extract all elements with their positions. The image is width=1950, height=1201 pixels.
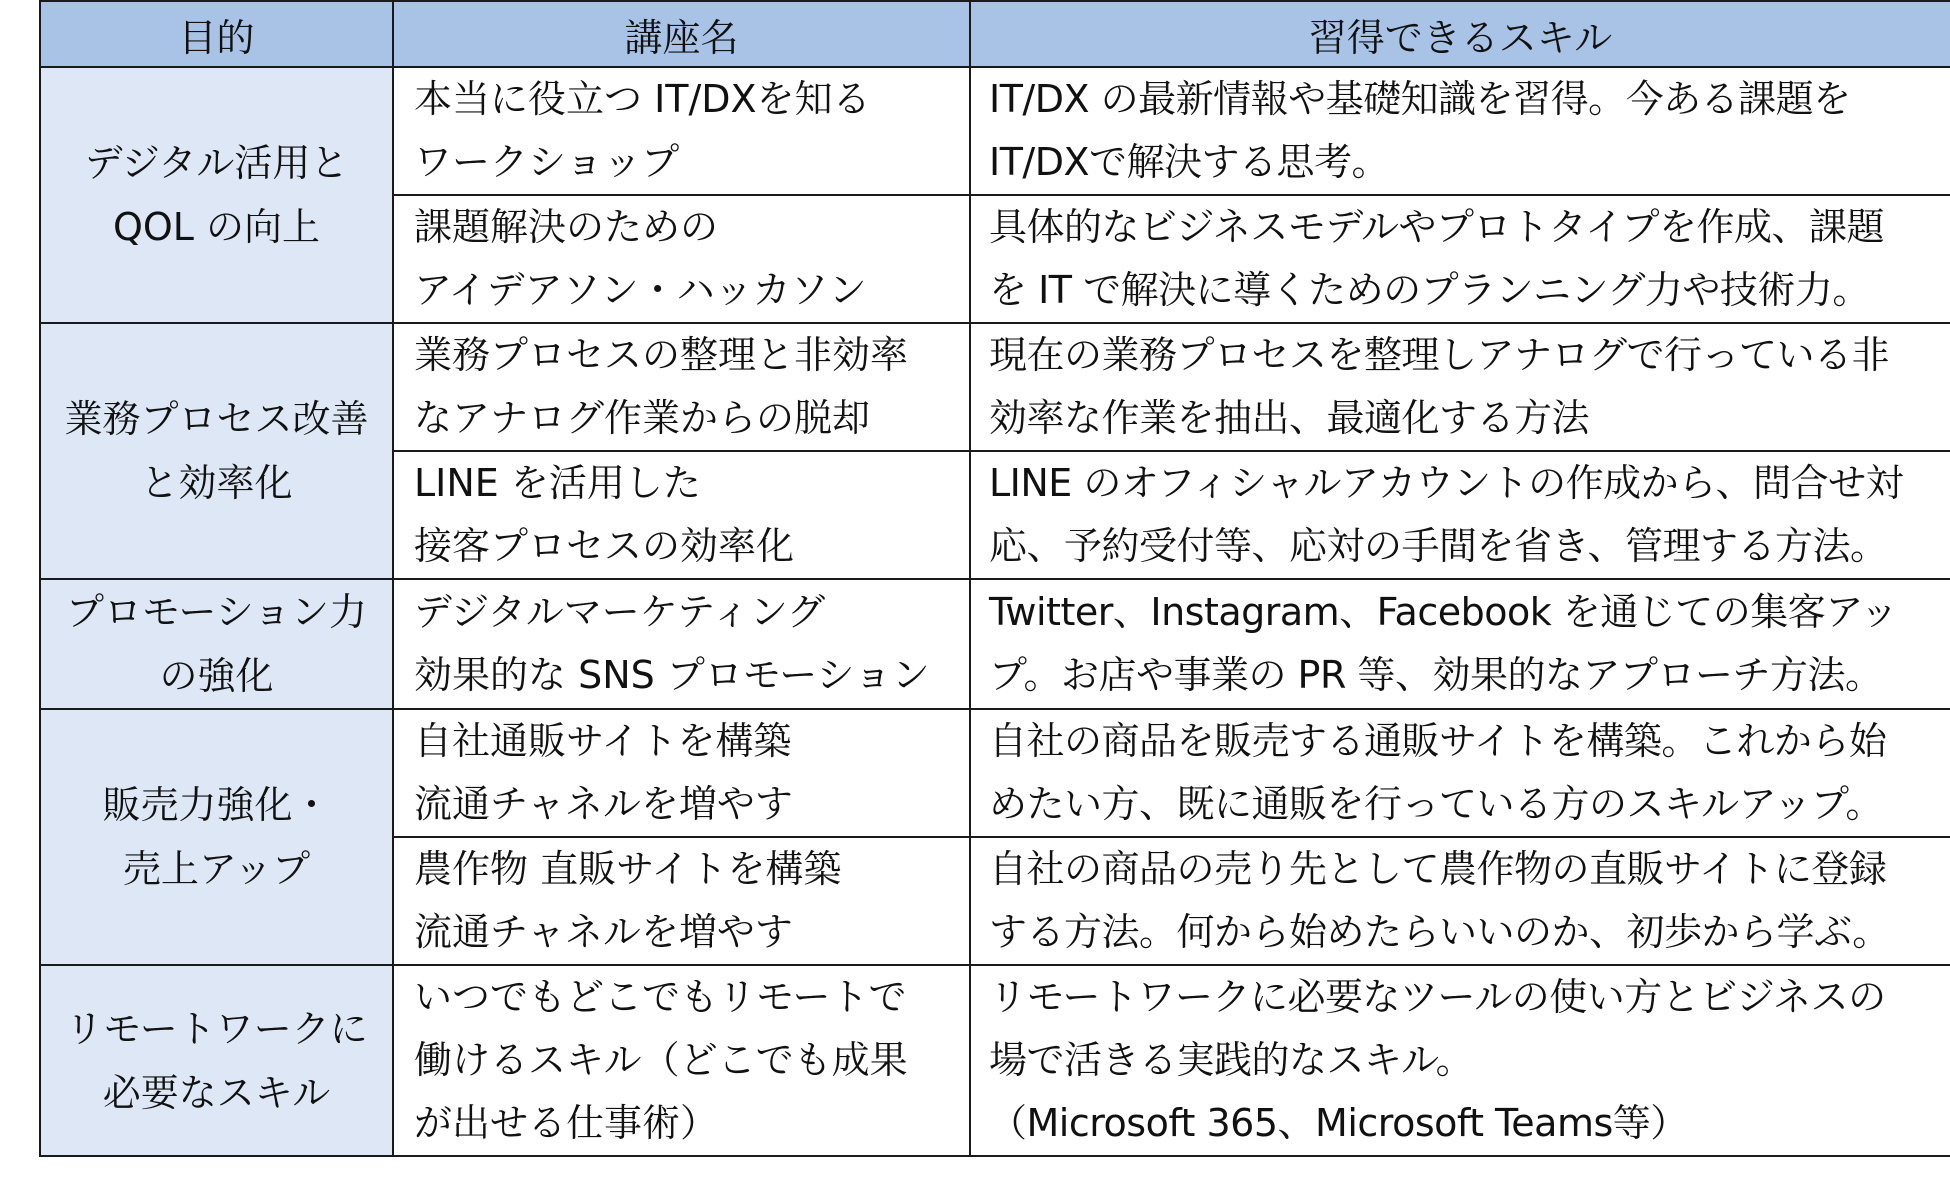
purpose-cell: リモートワークに 必要なスキル (40, 965, 393, 1156)
course-cell: 課題解決のための アイデアソン・ハッカソン (393, 195, 970, 323)
header-row (40, 1, 1950, 67)
course-cell: 業務プロセスの整理と非効率 なアナログ作業からの脱却 (393, 323, 970, 451)
purpose-cell: プロモーション力 の強化 (40, 579, 393, 709)
table-row (40, 579, 1950, 709)
course-cell: 農作物 直販サイトを構築 流通チャネルを増やす (393, 837, 970, 965)
skill-cell: 具体的なビジネスモデルやプロトタイプを作成、課題 を IT で解決に導くためのプランニング力や技術力。 (970, 195, 1950, 323)
skill-cell: IT/DX の最新情報や基礎知識を習得。今ある課題を IT/DXで解決する思考。 (970, 67, 1950, 195)
skill-cell: 自社の商品の売り先として農作物の直販サイトに登録 する方法。何から始めたらいいのか、初歩から学ぶ。 (970, 837, 1950, 965)
table-row (40, 67, 1950, 195)
purpose-cell: 業務プロセス改善 と効率化 (40, 323, 393, 579)
table-row (40, 709, 1950, 837)
table-row (40, 965, 1950, 1156)
header-course: 講座名 (393, 1, 970, 67)
table-row (40, 323, 1950, 451)
header-skill: 習得できるスキル (970, 1, 1950, 67)
header-purpose: 目的 (40, 1, 393, 67)
course-table (39, 0, 1950, 1157)
skill-cell: Twitter、Instagram、Facebook を通じての集客アッ プ。お店や事業の PR 等、効果的なアプローチ方法。 (970, 579, 1950, 709)
purpose-cell: デジタル活用と QOL の向上 (40, 67, 393, 323)
course-cell: いつでもどこでもリモートで 働けるスキル（どこでも成果 が出せる仕事術） (393, 965, 970, 1156)
skill-cell: LINE のオフィシャルアカウントの作成から、問合せ対 応、予約受付等、応対の手間を省き、管理する方法。 (970, 451, 1950, 579)
course-cell: 自社通販サイトを構築 流通チャネルを増やす (393, 709, 970, 837)
purpose-cell: 販売力強化・ 売上アップ (40, 709, 393, 965)
skill-cell: 現在の業務プロセスを整理しアナログで行っている非 効率な作業を抽出、最適化する方法 (970, 323, 1950, 451)
course-cell: 本当に役立つ IT/DXを知る ワークショップ (393, 67, 970, 195)
course-cell: デジタルマーケティング 効果的な SNS プロモーション (393, 579, 970, 709)
skill-cell: リモートワークに必要なツールの使い方とビジネスの 場で活きる実践的なスキル。 （Microsoft 365、Microsoft Teams等） (970, 965, 1950, 1156)
skill-cell: 自社の商品を販売する通販サイトを構築。これから始 めたい方、既に通販を行っている方のスキルアップ。 (970, 709, 1950, 837)
course-cell: LINE を活用した 接客プロセスの効率化 (393, 451, 970, 579)
